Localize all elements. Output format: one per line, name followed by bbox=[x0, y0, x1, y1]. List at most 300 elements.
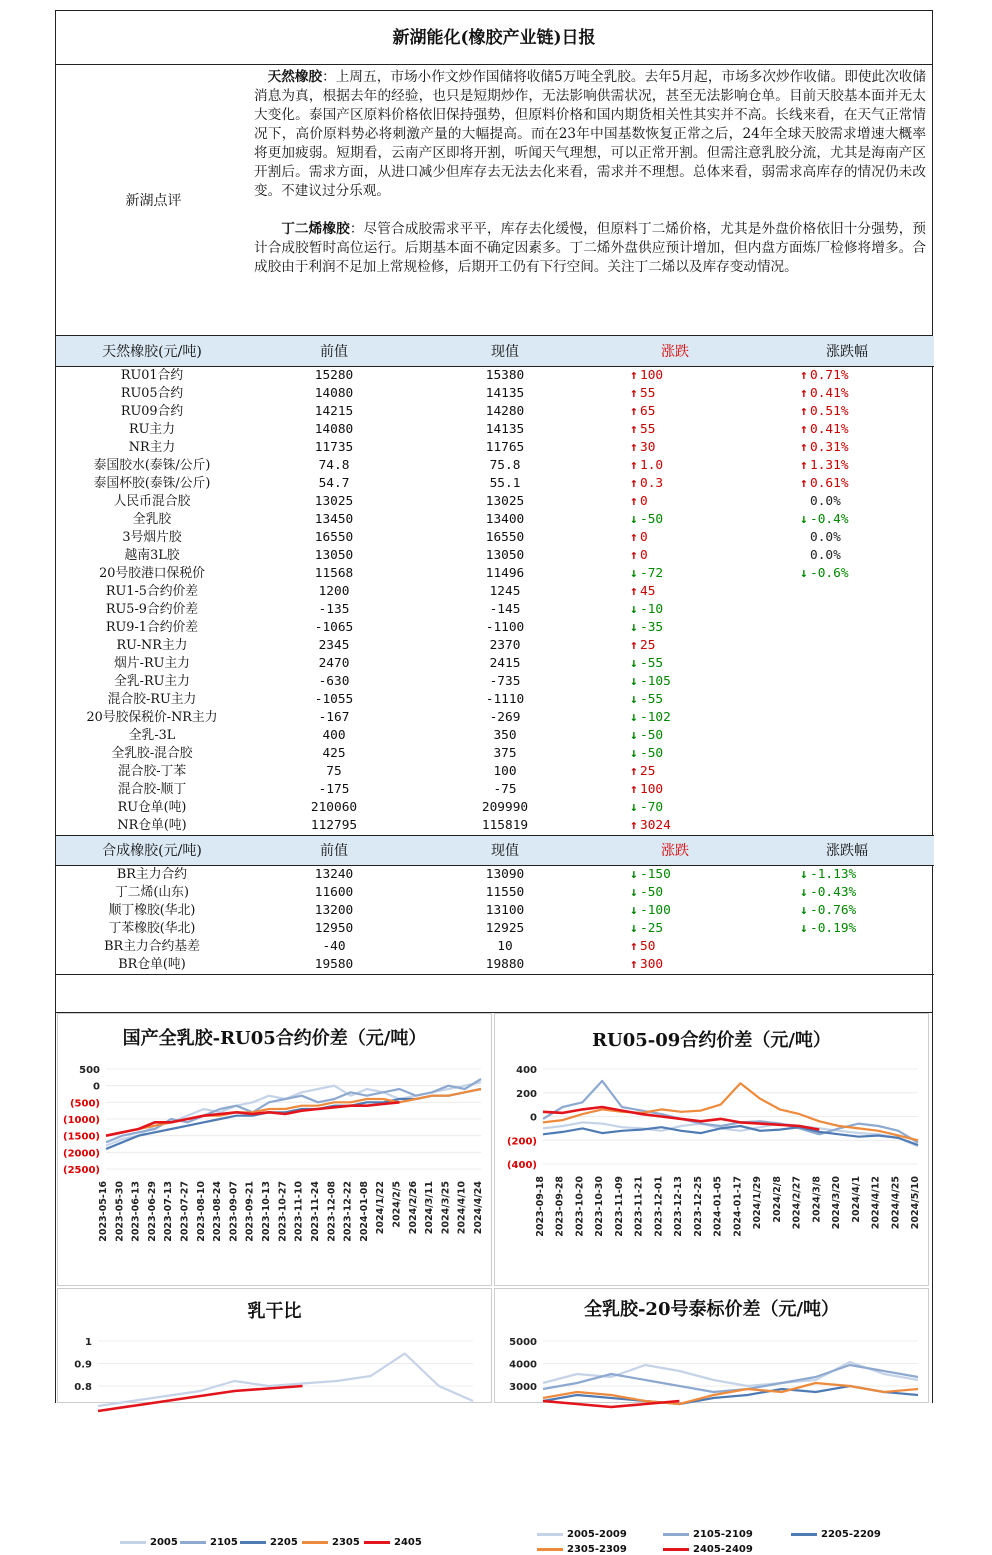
up-arrow-icon: ↑ bbox=[630, 781, 638, 797]
y-tick-label: (2500) bbox=[63, 1165, 100, 1176]
up-arrow-icon: ↑ bbox=[800, 475, 808, 491]
row-cur: 13400 bbox=[485, 511, 525, 527]
row-cur: 14280 bbox=[485, 403, 525, 419]
row-name: RU01合约 bbox=[120, 367, 184, 383]
x-tick-label: 2024-01-08 bbox=[358, 1181, 370, 1242]
y-tick-label: 0.8 bbox=[74, 1382, 92, 1393]
down-arrow-icon: ↓ bbox=[630, 619, 638, 635]
row-name: BR主力合约基差 bbox=[104, 939, 200, 954]
row-name: RU1-5合约价差 bbox=[105, 583, 199, 599]
row-change-pct bbox=[760, 673, 934, 691]
row-change: ↓ -70 bbox=[630, 799, 664, 815]
up-arrow-icon: ↑ bbox=[630, 763, 638, 779]
sr-header-pct: 涨跌幅 bbox=[760, 836, 934, 866]
row-change-pct: ↑ 0.61% bbox=[800, 475, 849, 491]
row-cur: 16550 bbox=[485, 529, 525, 545]
row-change: ↓ -105 bbox=[630, 673, 671, 689]
nr-row bbox=[56, 403, 934, 421]
row-change-pct: ↓ -1.13% bbox=[800, 867, 857, 882]
chart-plot bbox=[58, 1014, 493, 1287]
row-change: ↓ -50 bbox=[630, 885, 664, 900]
row-change-pct bbox=[760, 817, 934, 836]
x-tick-label: 2023-06-13 bbox=[130, 1181, 142, 1242]
row-change-pct bbox=[760, 938, 934, 956]
row-cur: 10 bbox=[497, 939, 513, 954]
row-change-pct bbox=[760, 763, 934, 781]
row-cur: -735 bbox=[489, 673, 521, 689]
down-arrow-icon: ↓ bbox=[630, 885, 638, 900]
y-tick-label: (500) bbox=[69, 1098, 100, 1110]
row-name: 泰国胶水(泰铢/公斤) bbox=[93, 457, 211, 473]
row-prev: 14080 bbox=[314, 385, 354, 401]
row-name: 人民币混合胶 bbox=[113, 493, 191, 509]
x-tick-label: 2024/2/5 bbox=[391, 1181, 403, 1228]
report-title: 新湖能化(橡胶产业链)日报 bbox=[56, 11, 932, 65]
legend-swatch bbox=[180, 1541, 206, 1544]
row-prev: 400 bbox=[322, 727, 346, 743]
nr-header-cur: 现值 bbox=[420, 336, 590, 366]
x-tick-label: 2024-01-05 bbox=[712, 1176, 724, 1237]
legend-swatch bbox=[663, 1548, 689, 1551]
x-tick-label: 2024-01-17 bbox=[732, 1176, 744, 1237]
up-arrow-icon: ↑ bbox=[630, 817, 638, 833]
legend-item bbox=[240, 1537, 298, 1548]
nr-row bbox=[56, 439, 934, 457]
nr-row bbox=[56, 565, 934, 583]
row-change-pct: ↓ -0.6% bbox=[800, 565, 849, 581]
nr-row bbox=[56, 493, 934, 511]
nr-table-body bbox=[56, 366, 934, 835]
series-line bbox=[98, 1386, 303, 1411]
legend-item bbox=[302, 1537, 360, 1548]
x-tick-label: 2023-09-21 bbox=[244, 1181, 256, 1242]
x-tick-label: 2023-06-29 bbox=[146, 1181, 158, 1242]
series-line bbox=[106, 1082, 481, 1145]
sr-row bbox=[56, 866, 934, 885]
y-tick-label: 0 bbox=[530, 1112, 537, 1124]
row-change-pct bbox=[760, 583, 934, 601]
x-tick-label: 2024/2/26 bbox=[407, 1181, 419, 1235]
row-change-pct: ↑ 0.41% bbox=[800, 385, 849, 401]
row-prev: 2345 bbox=[318, 637, 350, 653]
row-name: RU9-1合约价差 bbox=[105, 619, 199, 635]
row-change-pct: ↓ -0.76% bbox=[800, 903, 857, 918]
row-prev: 210060 bbox=[310, 799, 358, 815]
y-tick-label: 0.9 bbox=[74, 1359, 92, 1371]
sr-row bbox=[56, 956, 934, 975]
series-line bbox=[543, 1122, 918, 1146]
chart-title: 全乳胶-20号泰标价差（元/吨） bbox=[583, 1299, 840, 1320]
row-change: ↓ -50 bbox=[630, 727, 664, 743]
nr-row bbox=[56, 799, 934, 817]
legend-label: 2005 bbox=[150, 1537, 178, 1548]
legend-item bbox=[537, 1544, 627, 1555]
y-tick-label: 1 bbox=[85, 1337, 92, 1348]
row-cur: 100 bbox=[493, 763, 517, 779]
up-arrow-icon: ↑ bbox=[630, 493, 638, 509]
up-arrow-icon: ↑ bbox=[800, 457, 808, 473]
row-name: 20号胶港口保税价 bbox=[99, 565, 205, 581]
y-tick-label: (1500) bbox=[63, 1131, 100, 1143]
legend-item bbox=[120, 1537, 178, 1548]
row-name: 20号胶保税价-NR主力 bbox=[86, 709, 218, 725]
row-change-pct: ↑ 0.71% bbox=[800, 367, 849, 383]
up-arrow-icon: ↑ bbox=[630, 421, 638, 437]
row-change-pct bbox=[760, 781, 934, 799]
row-change: ↓ -35 bbox=[630, 619, 664, 635]
sr-header-prev: 前值 bbox=[248, 836, 420, 866]
up-arrow-icon: ↑ bbox=[800, 367, 808, 383]
legend-item bbox=[180, 1537, 238, 1548]
row-change-pct bbox=[760, 956, 934, 975]
x-tick-label: 2023-10-13 bbox=[261, 1181, 273, 1242]
up-arrow-icon: ↑ bbox=[630, 529, 638, 545]
up-arrow-icon: ↑ bbox=[630, 439, 638, 455]
up-arrow-icon: ↑ bbox=[630, 367, 638, 383]
br-commentary bbox=[254, 220, 926, 277]
nr-row bbox=[56, 709, 934, 727]
x-tick-label: 2023-09-28 bbox=[554, 1176, 566, 1237]
row-change-pct bbox=[760, 637, 934, 655]
up-arrow-icon: ↑ bbox=[630, 637, 638, 653]
row-cur: 13090 bbox=[485, 867, 525, 882]
row-name: NR主力 bbox=[128, 439, 176, 455]
sr-table-body bbox=[56, 866, 934, 975]
row-change-pct: ↓ -0.19% bbox=[800, 921, 857, 936]
sr-row bbox=[56, 902, 934, 920]
legend-label: 2205 bbox=[270, 1537, 298, 1548]
row-prev: -167 bbox=[318, 709, 350, 725]
up-arrow-icon: ↑ bbox=[800, 421, 808, 437]
y-tick-label: (2000) bbox=[63, 1148, 100, 1160]
y-tick-label: (200) bbox=[506, 1136, 537, 1148]
nr-table-header bbox=[56, 336, 934, 366]
x-tick-label: 2024/3/25 bbox=[440, 1181, 452, 1235]
row-name: BR主力合约 bbox=[116, 867, 188, 882]
nr-row bbox=[56, 637, 934, 655]
row-change: ↑ 0.3 bbox=[630, 475, 664, 491]
row-cur: -1110 bbox=[485, 691, 525, 707]
down-arrow-icon: ↓ bbox=[630, 867, 638, 882]
row-name: 丁二烯(山东) bbox=[115, 885, 189, 900]
down-arrow-icon: ↓ bbox=[630, 745, 638, 761]
up-arrow-icon: ↑ bbox=[630, 547, 638, 563]
sr-header-name: 合成橡胶(元/吨) bbox=[56, 836, 248, 866]
nr-header-chg: 涨跌 bbox=[590, 336, 760, 366]
legend-item bbox=[791, 1529, 881, 1540]
down-arrow-icon: ↓ bbox=[630, 799, 638, 815]
down-arrow-icon: ↓ bbox=[630, 921, 638, 936]
row-name: 丁苯橡胶(华北) bbox=[108, 921, 196, 936]
nr-row bbox=[56, 547, 934, 565]
nr-commentary-heading: 天然橡胶 bbox=[267, 69, 323, 85]
x-tick-label: 2024/5/10 bbox=[910, 1176, 921, 1230]
x-tick-label: 2024/3/8 bbox=[811, 1176, 823, 1223]
row-prev: 13200 bbox=[314, 903, 354, 918]
nr-header-pct: 涨跌幅 bbox=[760, 336, 934, 366]
x-tick-label: 2023-12-25 bbox=[692, 1176, 704, 1237]
x-tick-label: 2023-12-13 bbox=[673, 1176, 685, 1237]
nr-row bbox=[56, 655, 934, 673]
up-arrow-icon: ↑ bbox=[630, 583, 638, 599]
down-arrow-icon: ↓ bbox=[630, 511, 638, 527]
row-change: ↓ -150 bbox=[630, 867, 671, 882]
nr-row bbox=[56, 366, 934, 385]
x-tick-label: 2023-05-16 bbox=[98, 1181, 109, 1242]
legend-item bbox=[663, 1544, 753, 1555]
row-change: ↓ -25 bbox=[630, 921, 664, 936]
down-arrow-icon: ↓ bbox=[630, 727, 638, 743]
row-cur: 75.8 bbox=[489, 457, 521, 473]
row-prev: 2470 bbox=[318, 655, 350, 671]
nr-row bbox=[56, 781, 934, 799]
row-cur: 115819 bbox=[481, 817, 529, 833]
row-change-pct: ↑ 0.41% bbox=[800, 421, 849, 437]
y-tick-label: 4000 bbox=[509, 1359, 537, 1371]
series-line bbox=[543, 1362, 918, 1386]
row-name: 全乳-3L bbox=[128, 727, 176, 743]
row-change-pct: 0.0% bbox=[810, 547, 841, 563]
row-name: RU5-9合约价差 bbox=[105, 601, 199, 617]
row-change: ↑ 25 bbox=[630, 637, 656, 653]
legend-item bbox=[364, 1537, 422, 1548]
row-prev: -175 bbox=[318, 781, 350, 797]
row-change-pct bbox=[760, 745, 934, 763]
row-change: ↑ 55 bbox=[630, 421, 656, 437]
row-prev: 11600 bbox=[314, 885, 354, 900]
row-cur: 1245 bbox=[489, 583, 521, 599]
row-name: 混合胶-顺丁 bbox=[117, 781, 187, 797]
nr-row bbox=[56, 385, 934, 403]
row-change: ↓ -50 bbox=[630, 745, 664, 761]
row-change: ↑ 55 bbox=[630, 385, 656, 401]
row-prev: 13450 bbox=[314, 511, 354, 527]
x-tick-label: 2024/1/22 bbox=[375, 1181, 387, 1235]
row-cur: 13100 bbox=[485, 903, 525, 918]
y-tick-label: (1000) bbox=[63, 1115, 100, 1126]
nr-header-name: 天然橡胶(元/吨) bbox=[56, 336, 248, 366]
x-tick-label: 2024/4/10 bbox=[456, 1181, 468, 1235]
row-change-pct: ↓ -0.43% bbox=[800, 885, 857, 900]
nr-row bbox=[56, 745, 934, 763]
chart-4 bbox=[494, 1288, 929, 1403]
down-arrow-icon: ↓ bbox=[800, 867, 808, 882]
nr-price-table bbox=[56, 336, 934, 836]
x-tick-label: 2024/4/24 bbox=[473, 1181, 484, 1235]
legend-label: 2005-2009 bbox=[567, 1529, 627, 1540]
row-change: ↓ -10 bbox=[630, 601, 664, 617]
row-cur: 350 bbox=[493, 727, 517, 743]
row-cur: 2370 bbox=[489, 637, 521, 653]
up-arrow-icon: ↑ bbox=[630, 957, 638, 972]
x-tick-label: 2023-05-30 bbox=[114, 1181, 126, 1242]
x-tick-label: 2023-07-27 bbox=[179, 1181, 191, 1242]
up-arrow-icon: ↑ bbox=[800, 403, 808, 419]
x-tick-label: 2023-10-27 bbox=[277, 1181, 289, 1242]
row-change: ↑ 1.0 bbox=[630, 457, 664, 473]
y-tick-label: 5000 bbox=[509, 1337, 537, 1348]
sr-row bbox=[56, 938, 934, 956]
x-tick-label: 2023-11-10 bbox=[293, 1181, 305, 1242]
chart-3 bbox=[57, 1288, 492, 1403]
down-arrow-icon: ↓ bbox=[630, 673, 638, 689]
legend-label: 2205-2209 bbox=[821, 1529, 881, 1540]
commentary-section bbox=[56, 65, 932, 336]
nr-commentary-body: ：上周五，市场小作文炒作国储将收储5万吨全乳胶。去年5月起，市场多次炒作收储。即使此次收储消息为真，根据去年的经验，也只是短期炒作，无法影响供需状况，甚至无法影响仓单。目前天胶基本面并无太大变化。泰国产区原料价格依旧保持强势，但原料价格和国内期货相关性其实并不高。长线来看，在天气正常情况下，高价原料势必将刺激产量的大幅提高。而在23年中国基数恢复正常之后，24年全球天胶需求增速大概率将更加疲弱。短期看，云南产区即将开割，听闻天气理想，可以正常开割。但需注意乳胶分流，尤其是海南产区开割后。需求方面，从进口减少但库存去无法去化来看，需求并不理想。总体来看，弱需求高库存的情况仍未改变。不建议过分乐观。 bbox=[254, 69, 927, 199]
nr-commentary bbox=[254, 68, 926, 201]
row-change: ↑ 50 bbox=[630, 939, 656, 954]
row-change-pct: 0.0% bbox=[810, 493, 841, 509]
row-name: 全乳胶-混合胶 bbox=[111, 745, 193, 761]
row-prev: 16550 bbox=[314, 529, 354, 545]
row-change: ↓ -55 bbox=[630, 655, 664, 671]
x-tick-label: 2024/2/8 bbox=[771, 1176, 783, 1223]
row-cur: 14135 bbox=[485, 421, 525, 437]
chart-title: RU05-09合约价差（元/吨） bbox=[592, 1030, 831, 1051]
row-name: 3号烟片胶 bbox=[122, 529, 182, 545]
chart-title: 国产全乳胶-RU05合约价差（元/吨） bbox=[122, 1028, 427, 1049]
row-cur: 375 bbox=[493, 745, 517, 761]
row-change: ↑ 300 bbox=[630, 957, 664, 972]
x-tick-label: 2023-11-09 bbox=[613, 1176, 625, 1237]
row-name: 越南3L胶 bbox=[124, 547, 180, 563]
row-change-pct bbox=[760, 619, 934, 637]
down-arrow-icon: ↓ bbox=[800, 885, 808, 900]
chart-title: 乳干比 bbox=[247, 1301, 302, 1322]
x-tick-label: 2023-09-07 bbox=[228, 1181, 240, 1242]
row-prev: 425 bbox=[322, 745, 346, 761]
row-change: ↓ -72 bbox=[630, 565, 664, 581]
row-name: RU09合约 bbox=[120, 403, 184, 419]
row-change-pct: ↑ 1.31% bbox=[800, 457, 849, 473]
row-cur: 2415 bbox=[489, 655, 521, 671]
y-tick-label: 200 bbox=[516, 1088, 537, 1100]
x-tick-label: 2023-12-01 bbox=[653, 1176, 665, 1237]
y-tick-label: 500 bbox=[79, 1065, 100, 1076]
legend-label: 2305 bbox=[332, 1537, 360, 1548]
x-tick-label: 2023-12-22 bbox=[342, 1181, 354, 1242]
row-change: ↓ -100 bbox=[630, 903, 671, 918]
nr-row bbox=[56, 511, 934, 529]
row-change: ↑ 0 bbox=[630, 547, 648, 563]
x-tick-label: 2024/3/20 bbox=[831, 1176, 843, 1230]
sr-header-chg: 涨跌 bbox=[590, 836, 760, 866]
row-prev: 54.7 bbox=[318, 475, 350, 491]
row-name: NR仓单(吨) bbox=[117, 817, 187, 833]
row-prev: 1200 bbox=[318, 583, 350, 599]
row-change: ↑ 100 bbox=[630, 367, 664, 383]
down-arrow-icon: ↓ bbox=[800, 903, 808, 918]
x-tick-label: 2024/4/1 bbox=[850, 1176, 862, 1223]
up-arrow-icon: ↑ bbox=[630, 403, 638, 419]
nr-row bbox=[56, 457, 934, 475]
x-tick-label: 2024/4/25 bbox=[890, 1176, 902, 1230]
row-name: 全乳-RU主力 bbox=[114, 673, 190, 689]
legend-swatch bbox=[537, 1533, 563, 1536]
row-name: 全乳胶 bbox=[132, 511, 172, 527]
x-tick-label: 2023-10-20 bbox=[574, 1176, 586, 1237]
x-tick-label: 2023-09-18 bbox=[535, 1176, 546, 1237]
x-tick-label: 2024/1/29 bbox=[752, 1176, 764, 1230]
row-name: RU05合约 bbox=[120, 385, 184, 401]
legend-swatch bbox=[240, 1541, 266, 1544]
row-change: ↑ 100 bbox=[630, 781, 664, 797]
legend-swatch bbox=[791, 1533, 817, 1536]
row-cur: 11765 bbox=[485, 439, 525, 455]
row-cur: 13025 bbox=[485, 493, 525, 509]
row-name: 顺丁橡胶(华北) bbox=[108, 903, 196, 918]
row-name: 泰国杯胶(泰铢/公斤) bbox=[93, 475, 211, 491]
chart-plot bbox=[495, 1014, 930, 1287]
row-prev: 13240 bbox=[314, 867, 354, 882]
nr-row bbox=[56, 817, 934, 836]
up-arrow-icon: ↑ bbox=[630, 457, 638, 473]
row-cur: -145 bbox=[489, 601, 521, 617]
row-prev: -1055 bbox=[314, 691, 354, 707]
up-arrow-icon: ↑ bbox=[800, 439, 808, 455]
row-cur: 11550 bbox=[485, 885, 525, 900]
row-prev: -1065 bbox=[314, 619, 354, 635]
series-line bbox=[543, 1401, 679, 1407]
row-change-pct: ↑ 0.31% bbox=[800, 439, 849, 455]
nr-row bbox=[56, 619, 934, 637]
row-name: 混合胶-丁苯 bbox=[117, 763, 187, 779]
row-prev: -40 bbox=[322, 939, 346, 954]
row-cur: -75 bbox=[493, 781, 517, 797]
y-tick-label: 3000 bbox=[509, 1382, 537, 1393]
row-change: ↓ -50 bbox=[630, 511, 664, 527]
down-arrow-icon: ↓ bbox=[630, 709, 638, 725]
row-prev: 11735 bbox=[314, 439, 354, 455]
row-change-pct: ↑ 0.51% bbox=[800, 403, 849, 419]
down-arrow-icon: ↓ bbox=[630, 903, 638, 918]
row-prev: 13025 bbox=[314, 493, 354, 509]
legend-label: 2405-2409 bbox=[693, 1544, 753, 1555]
row-cur: 11496 bbox=[485, 565, 525, 581]
commentary-label: 新湖点评 bbox=[125, 193, 182, 209]
legend-label: 2305-2309 bbox=[567, 1544, 627, 1555]
legend-swatch bbox=[302, 1541, 328, 1544]
row-name: RU仓单(吨) bbox=[117, 799, 187, 815]
row-cur: 12925 bbox=[485, 921, 525, 936]
row-change-pct bbox=[760, 727, 934, 745]
down-arrow-icon: ↓ bbox=[800, 921, 808, 936]
down-arrow-icon: ↓ bbox=[630, 601, 638, 617]
row-change-pct bbox=[760, 601, 934, 619]
legend-label: 2405 bbox=[394, 1537, 422, 1548]
x-tick-label: 2023-12-08 bbox=[326, 1181, 338, 1242]
spacer-row bbox=[56, 975, 932, 1013]
row-prev: 15280 bbox=[314, 367, 354, 383]
row-change: ↓ -102 bbox=[630, 709, 671, 725]
up-arrow-icon: ↑ bbox=[630, 385, 638, 401]
nr-row bbox=[56, 583, 934, 601]
row-change-pct bbox=[760, 691, 934, 709]
nr-row bbox=[56, 763, 934, 781]
row-prev: 14215 bbox=[314, 403, 354, 419]
row-change: ↓ -55 bbox=[630, 691, 664, 707]
row-change: ↑ 65 bbox=[630, 403, 656, 419]
row-change-pct bbox=[760, 655, 934, 673]
sr-row bbox=[56, 920, 934, 938]
down-arrow-icon: ↓ bbox=[800, 565, 808, 581]
row-name: 混合胶-RU主力 bbox=[107, 691, 197, 707]
row-cur: -1100 bbox=[485, 619, 525, 635]
legend-swatch bbox=[537, 1548, 563, 1551]
row-change: ↑ 30 bbox=[630, 439, 656, 455]
legend-swatch bbox=[364, 1541, 390, 1544]
row-cur: 209990 bbox=[481, 799, 529, 815]
